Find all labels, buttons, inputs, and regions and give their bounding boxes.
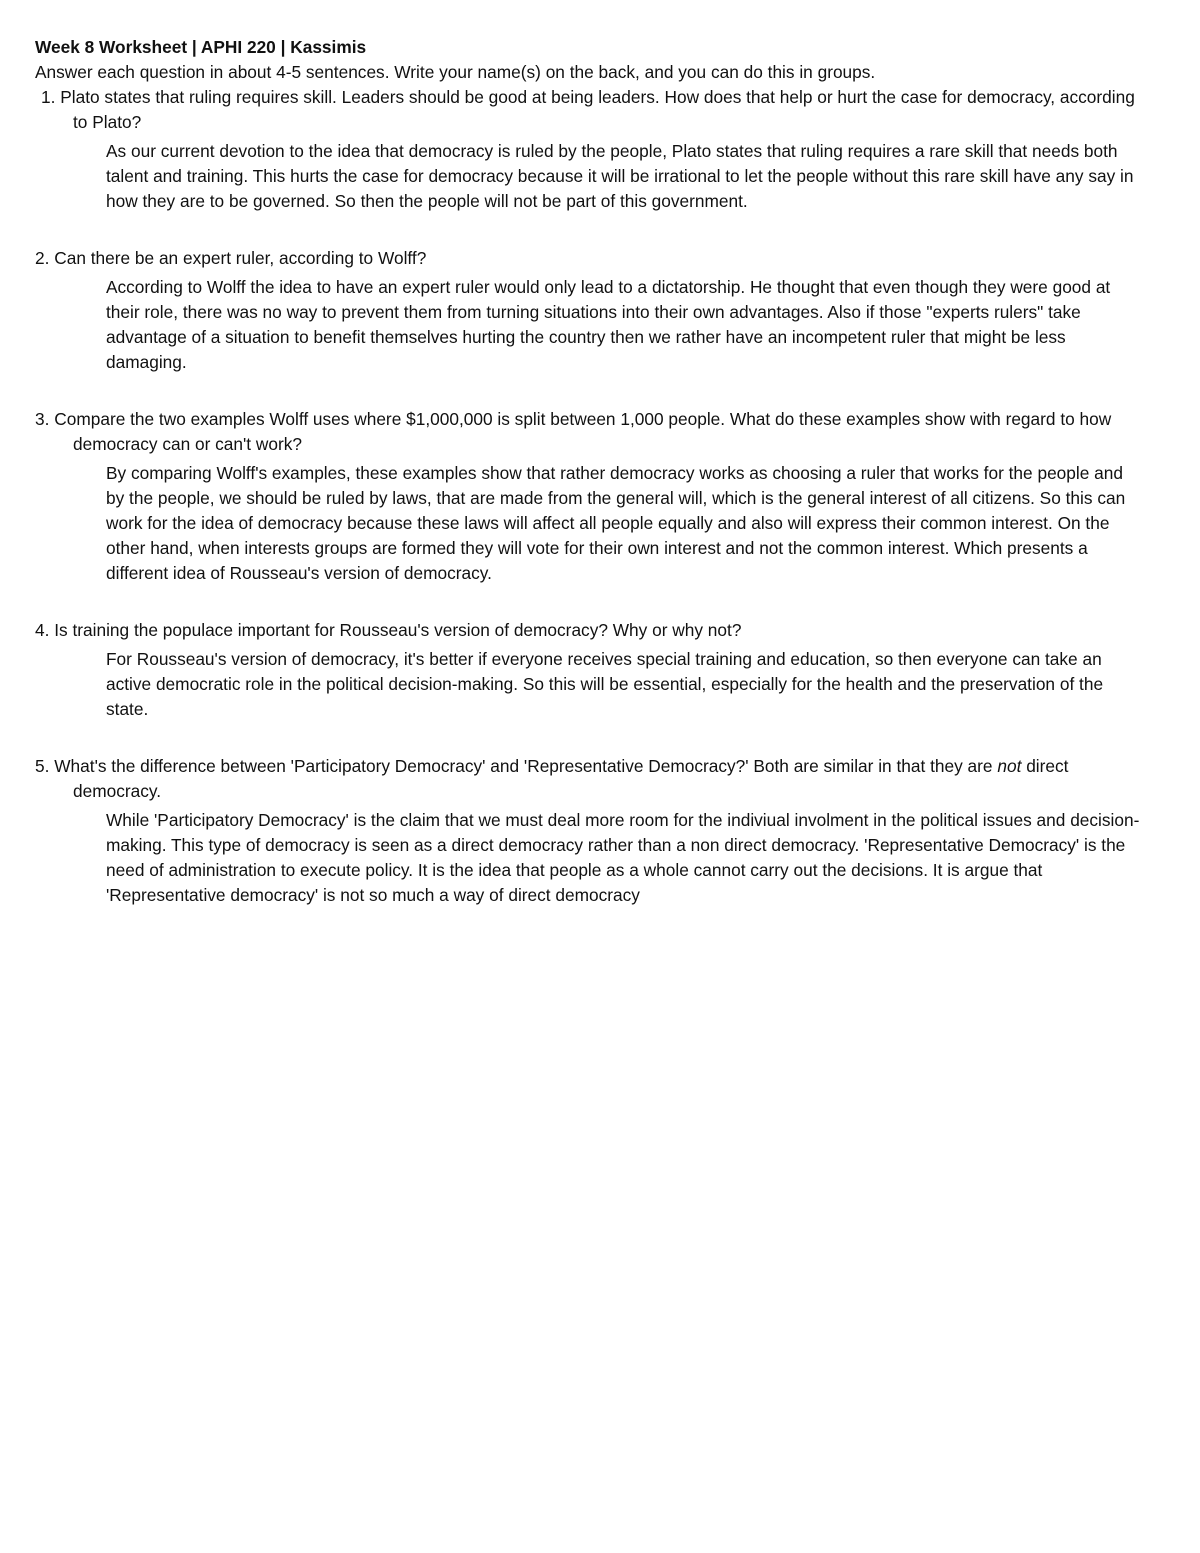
question-block-1 (35, 85, 1145, 214)
question-3 (35, 407, 1145, 457)
question-number: 3. (35, 409, 50, 429)
question-block-5 (35, 754, 1145, 908)
question-4 (35, 618, 1145, 643)
worksheet-title: Week 8 Worksheet | APHI 220 | Kassimis (35, 37, 367, 57)
answer-5: While 'Participatory Democracy' is the claim that we must deal more room for the indiviual involment in the political issues and decision-making. This type of democracy is seen as a direct democracy rather than a non direct democracy. 'Representative Democracy' is the need of administration to execute policy. It is the idea that people as a whole cannot carry out the decisions. It is argue that 'Representative democracy' is not so much a way of direct democracy (106, 810, 1140, 905)
question-prompt: Is training the populace important for Rousseau's version of democracy? Why or why not? (54, 620, 742, 640)
question-number: 1. (41, 87, 56, 107)
question-block-3 (35, 407, 1145, 586)
question-2 (35, 246, 1145, 271)
worksheet-page (35, 35, 1145, 940)
question-prompt: Can there be an expert ruler, according to Wolff? (54, 248, 427, 268)
answer-4: For Rousseau's version of democracy, it's better if everyone receives special training and education, so then everyone can take an active democratic role in the political decision-making. So this will be essential, especially for the health and the preservation of the state. (106, 649, 1104, 719)
question-number: 4. (35, 620, 50, 640)
question-5 (35, 754, 1145, 804)
answer-1: As our current devotion to the idea that democracy is ruled by the people, Plato states that ruling requires a rare skill that needs both talent and training. This hurts the case for democracy because it will be irrational to let the people without this rare skill have any say in how they are to be governed. So then the people will not be part of this government. (106, 141, 1134, 211)
question-number: 5. (35, 756, 50, 776)
question-prompt-emphasis: not (997, 756, 1022, 776)
answer-3: By comparing Wolff's examples, these examples show that rather democracy works as choosing a ruler that works for the people and by the people, we should be ruled by laws, that are made from the general will, which is the general interest of all citizens. So this can work for the idea of democracy because these laws will affect all people equally and also will express their common interest. On the other hand, when interests groups are formed they will vote for their own interest and not the common interest. Which presents a different idea of Rousseau's version of democracy. (106, 463, 1126, 583)
answer-2: According to Wolff the idea to have an expert ruler would only lead to a dictatorship. He thought that even though they were good at their role, there was no way to prevent them from turning situations into their own advantages. Also if those "experts rulers" take advantage of a situation to benefit themselves hurting the country then we rather have an incompetent ruler that might be less damaging. (106, 277, 1111, 372)
question-prompt: Plato states that ruling requires skill. Leaders should be good at being leaders. How does that help or hurt the case for democracy, according to Plato? (60, 87, 1135, 132)
question-prompt-before: What's the difference between 'Participatory Democracy' and 'Representative Democracy?' Both are similar in that they are (54, 756, 993, 776)
question-prompt-after: direct democracy. (73, 756, 1069, 801)
question-1 (35, 85, 1145, 135)
worksheet-instructions: Answer each question in about 4-5 sentences. Write your name(s) on the back, and you can do this in groups. (35, 62, 876, 82)
question-block-4 (35, 618, 1145, 722)
question-prompt: Compare the two examples Wolff uses where $1,000,000 is split between 1,000 people. What do these examples show with regard to how democracy can or can't work? (54, 409, 1112, 454)
question-number: 2. (35, 248, 50, 268)
question-block-2 (35, 246, 1145, 375)
